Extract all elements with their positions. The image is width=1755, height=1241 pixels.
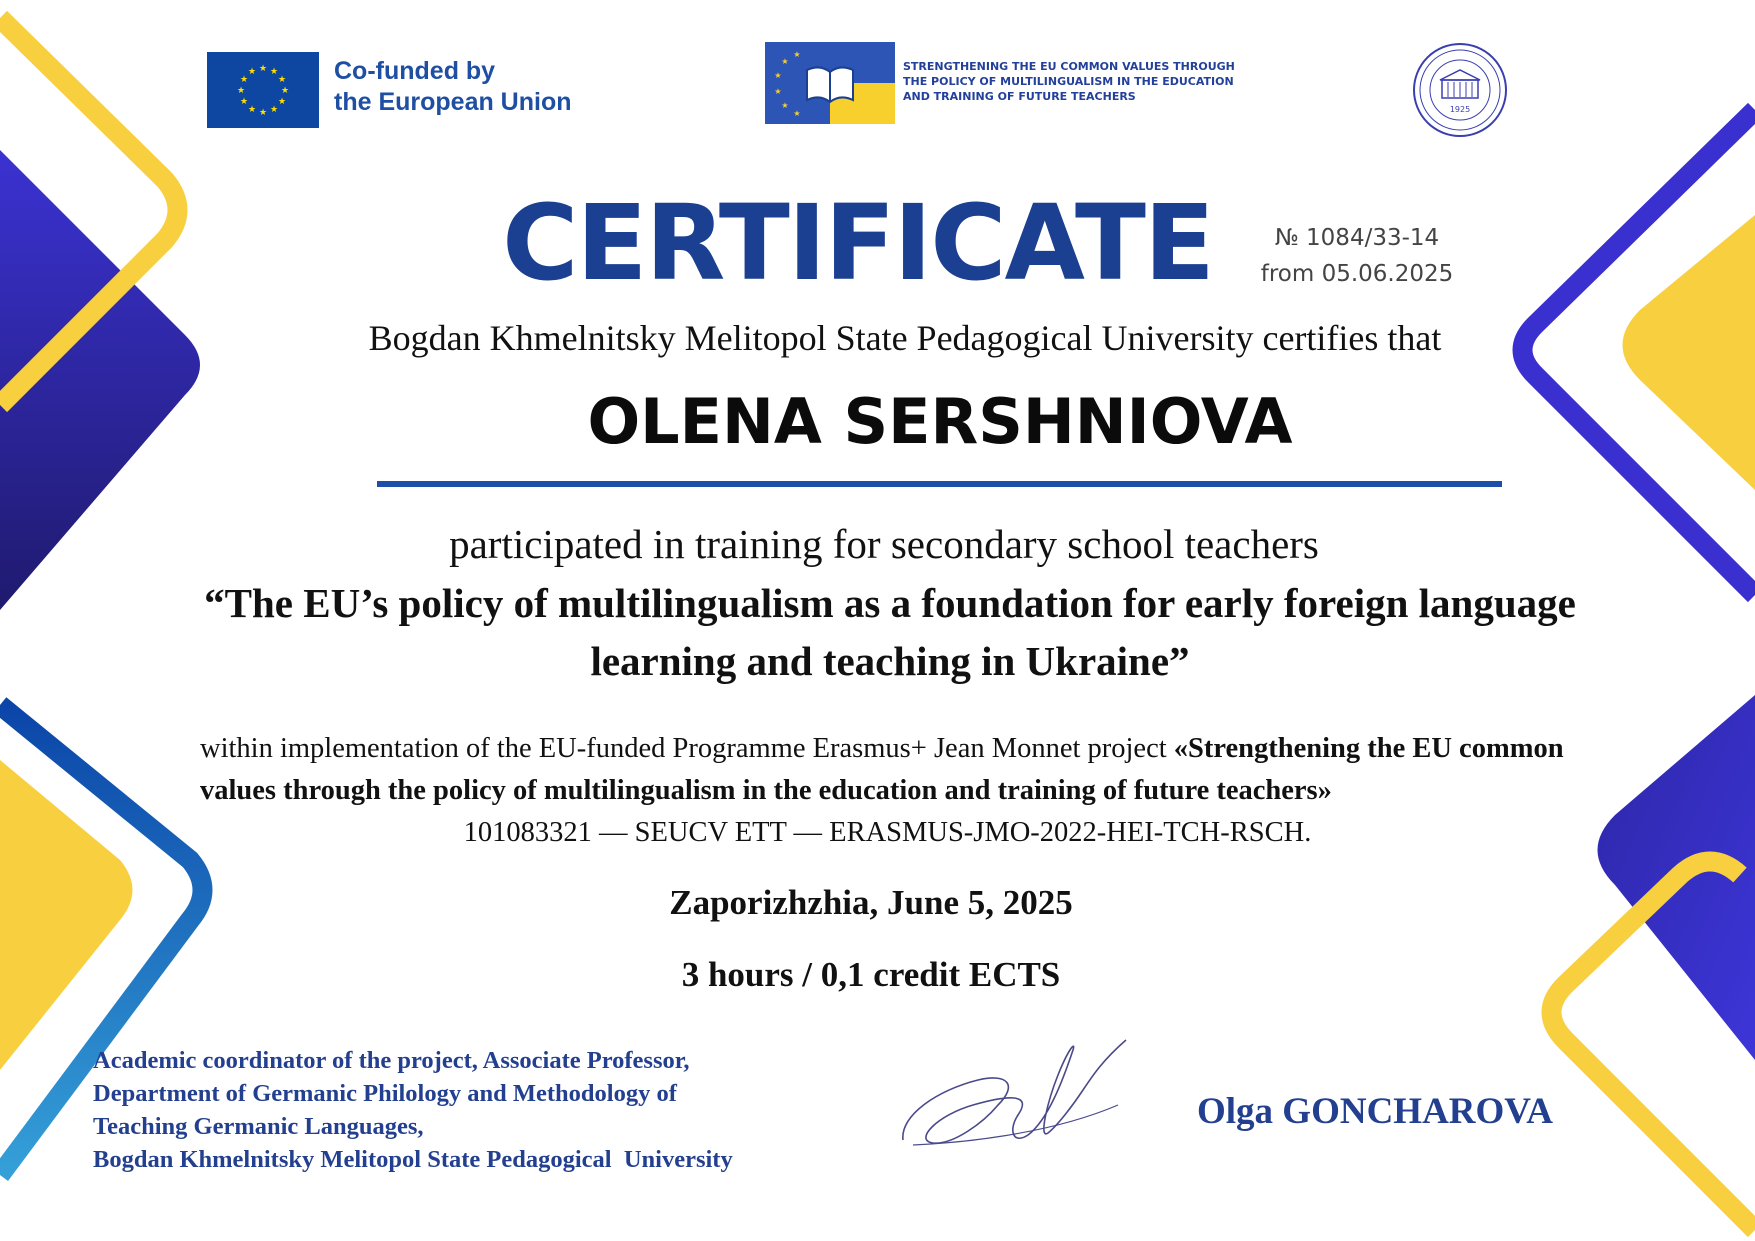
svg-text:★: ★ [280,86,290,96]
project-text-line1: STRENGTHENING THE EU COMMON VALUES THROUGH [903,60,1235,73]
svg-text:★: ★ [793,109,801,118]
svg-text:★: ★ [239,97,249,107]
svg-text:★: ★ [277,97,287,107]
project-text-line2: THE POLICY OF MULTILINGUALISM IN THE EDUCATION [903,75,1234,88]
programme-prefix: within implementation of the EU-funded Programme Erasmus+ Jean Monnet project [200,733,1174,764]
participation-statement: participated in training for secondary school teachers [449,521,1319,567]
svg-text:★: ★ [781,101,789,110]
svg-text:★: ★ [239,75,249,85]
project-logo-text [903,59,1243,104]
svg-text:★: ★ [247,105,257,115]
svg-text:★: ★ [269,105,279,115]
project-text-line3: AND TRAINING OF FUTURE TEACHERS [903,90,1136,103]
certifies-statement: Bogdan Khmelnitsky Melitopol State Pedagogical University certifies that [368,318,1442,358]
svg-text:★: ★ [774,71,782,80]
certificate-number: № 1084/33-14 [1274,225,1440,251]
name-underline [377,481,1502,487]
project-code: 101083321 — SEUCV ETT — ERASMUS-JMO-2022-HEI-TCH-RSCH. [463,817,1312,848]
eu-flag-icon [207,52,319,128]
university-seal-icon [1412,42,1508,138]
svg-text:★: ★ [258,108,268,118]
svg-text:★: ★ [793,50,801,59]
signatory-role-line4: Bogdan Khmelnitsky Melitopol State Pedagogical University [93,1146,733,1173]
project-logo-icon [765,42,895,124]
recipient-name: OLENA SERSHNIOVA [587,385,1293,458]
place-and-date: Zaporizhzhia, June 5, 2025 [669,883,1073,922]
signatory-name: Olga GONCHAROVA [1197,1091,1553,1132]
training-title: “The EU’s policy of multilingualism as a foundation for early foreign language learning and teaching in Ukraine” [204,580,1576,684]
signatory-role-line2: Department of Germanic Philology and Methodology of [93,1080,677,1107]
handwritten-signature [898,1035,1130,1155]
eu-text-line2: the European Union [334,88,572,116]
svg-text:★: ★ [236,86,246,96]
programme-statement [200,728,1600,812]
eu-cofunded-text [334,56,594,118]
hours-credits: 3 hours / 0,1 credit ECTS [681,955,1061,994]
certificate-title: CERTIFICATE [502,182,1213,304]
signatory-role-line1: Academic coordinator of the project, Associate Professor, [93,1047,690,1074]
eu-text-line1: Co-funded by [334,57,496,85]
svg-text:★: ★ [258,64,268,74]
certificate-issue-date: from 05.06.2025 [1260,261,1454,287]
svg-text:★: ★ [247,67,257,77]
seal-year: 1925 [1449,105,1471,114]
svg-text:★: ★ [277,75,287,85]
svg-text:★: ★ [269,67,279,77]
signatory-role [93,1044,853,1176]
signatory-role-line3: Teaching Germanic Languages, [93,1113,424,1140]
svg-text:★: ★ [774,87,782,96]
project-name: «Strengthening the EU common values through the policy of multilingualism in the education and training of future teachers» [200,733,1564,806]
certificate-number-block [1232,220,1482,292]
svg-text:★: ★ [781,57,789,66]
